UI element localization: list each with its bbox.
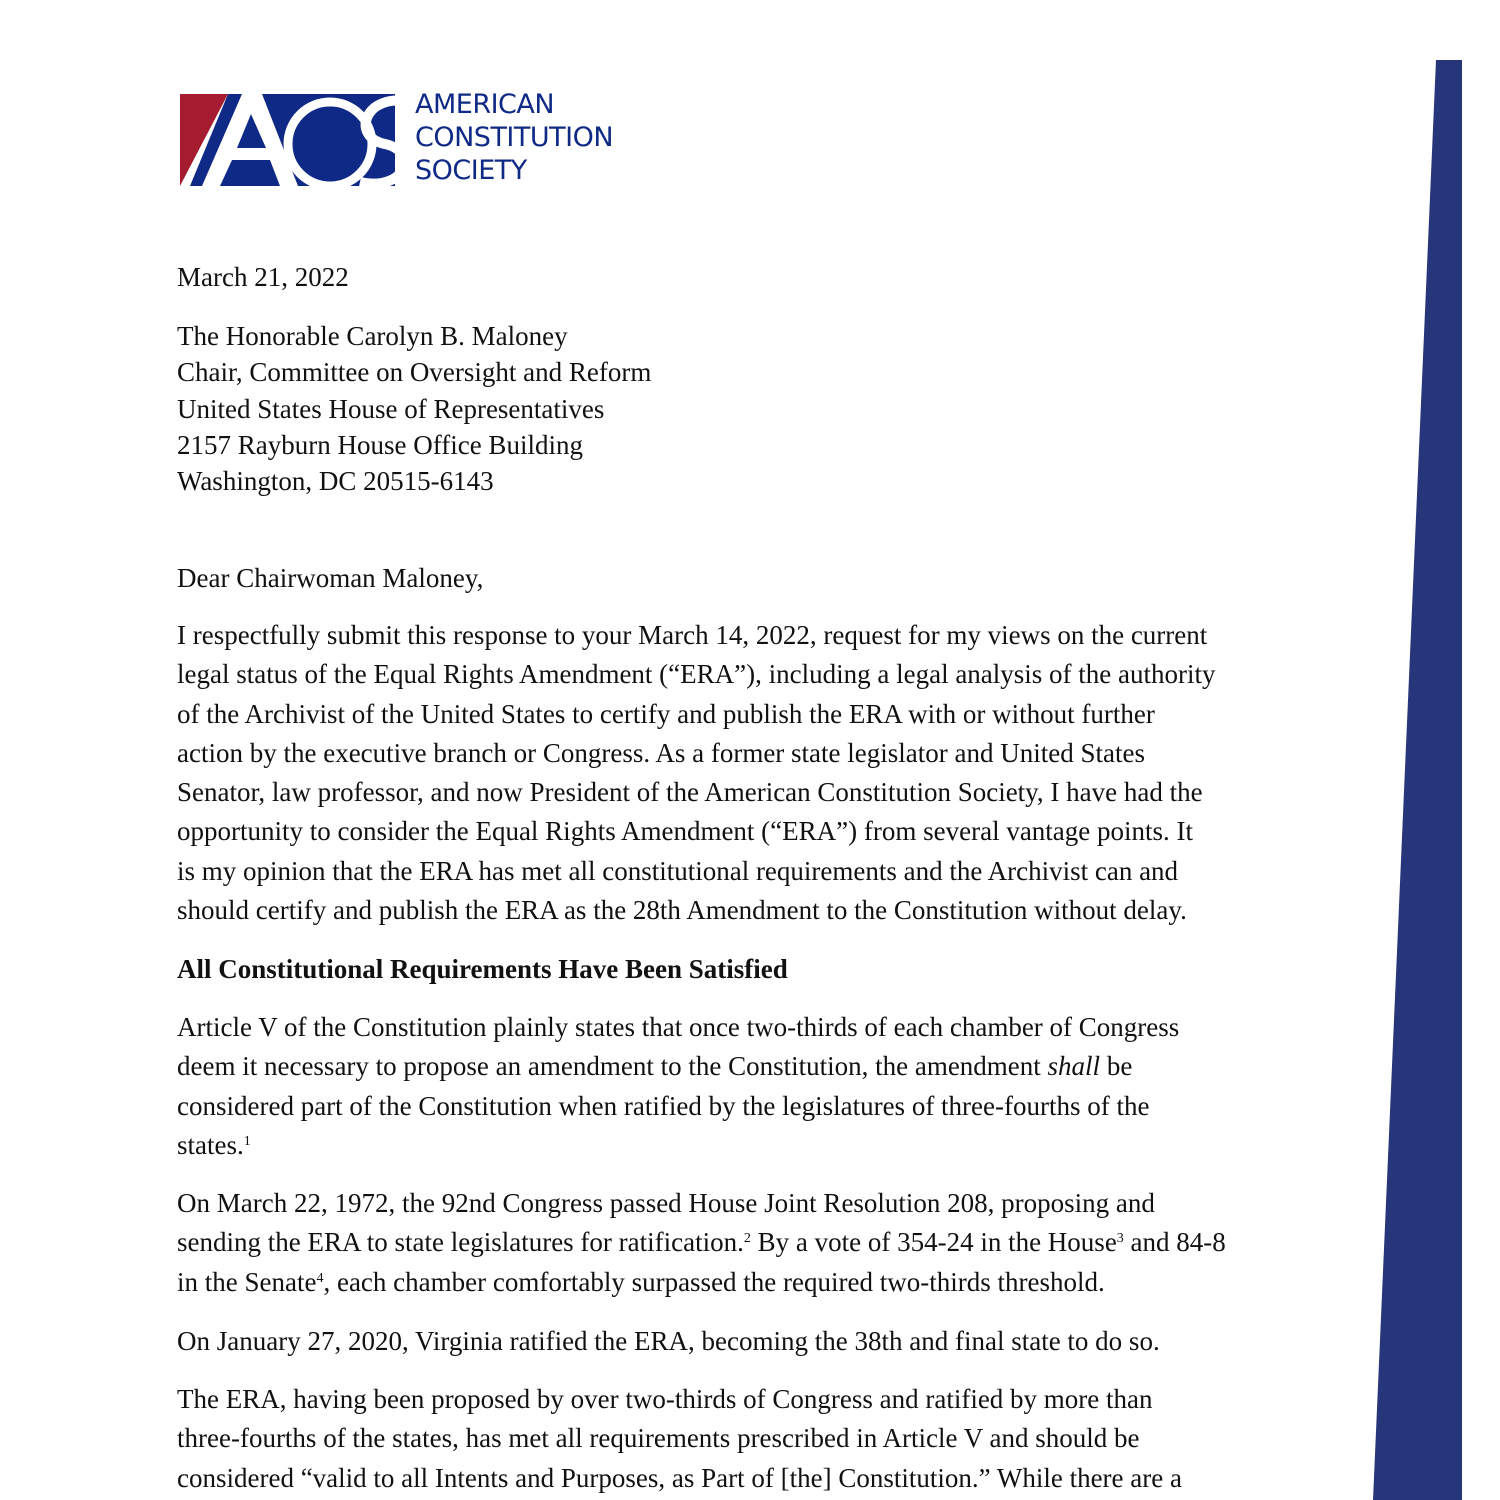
text-segment: , each chamber comfortably surpassed the required two-thirds threshold. bbox=[323, 1266, 1105, 1297]
text-line: is my opinion that the ERA has met all constitutional requirements and the Archivist can and bbox=[177, 855, 1179, 886]
paragraph-4 bbox=[177, 1322, 1160, 1361]
footnote-ref[interactable]: 3 bbox=[1116, 1231, 1124, 1247]
logo-wordmark bbox=[415, 88, 613, 187]
text-line: considered part of the Constitution when ratified by the legislatures of three-fourths of the bbox=[177, 1090, 1150, 1121]
text-line: legal status of the Equal Rights Amendment (“ERA”), including a legal analysis of the authority bbox=[177, 659, 1216, 690]
paragraph-2 bbox=[177, 1008, 1179, 1165]
text-line: three-fourths of the states, has met all requirements prescribed in Article V and should be bbox=[177, 1423, 1140, 1454]
text-line: On January 27, 2020, Virginia ratified the ERA, becoming the 38th and final state to do so. bbox=[177, 1326, 1160, 1356]
letter-date bbox=[177, 259, 349, 295]
text-line bbox=[177, 1263, 1226, 1302]
text-line bbox=[177, 1126, 1179, 1165]
salutation bbox=[177, 560, 483, 596]
text-segment: and 84-8 bbox=[1123, 1227, 1226, 1258]
text-line: should certify and publish the ERA as the 28th Amendment to the Constitution without delay. bbox=[177, 895, 1187, 926]
heading-text: All Constitutional Requirements Have Been Satisfied bbox=[177, 954, 788, 984]
address-line: Chair, Committee on Oversight and Reform bbox=[177, 357, 652, 388]
text-segment: deem it necessary to propose an amendment to the Constitution, the amendment bbox=[177, 1051, 1048, 1082]
address-line: The Honorable Carolyn B. Maloney bbox=[177, 321, 568, 351]
text-line: On March 22, 1972, the 92nd Congress passed House Joint Resolution 208, proposing and bbox=[177, 1188, 1155, 1218]
text-segment: sending the ERA to state legislatures for ratification. bbox=[177, 1227, 744, 1258]
text-line: The ERA, having been proposed by over two-thirds of Congress and ratified by more than bbox=[177, 1384, 1153, 1414]
text-line: considered “valid to all Intents and Purposes, as Part of [the] Constitution.” While there are a bbox=[177, 1462, 1182, 1493]
text-segment: be bbox=[1100, 1051, 1133, 1082]
text-line: opportunity to consider the Equal Rights Amendment (“ERA”) from several vantage points. It bbox=[177, 816, 1194, 847]
emphasis: shall bbox=[1047, 1051, 1101, 1082]
text-segment: states. bbox=[177, 1129, 244, 1160]
logo-line: AMERICAN bbox=[415, 89, 555, 120]
paragraph-3 bbox=[177, 1184, 1226, 1302]
text-segment: in the Senate bbox=[177, 1266, 317, 1297]
logo-line: CONSTITUTION bbox=[415, 122, 614, 153]
salutation-text: Dear Chairwoman Maloney, bbox=[177, 563, 484, 593]
text-line: I respectfully submit this response to your March 14, 2022, request for my views on the current bbox=[177, 620, 1208, 650]
footnote-ref[interactable]: 2 bbox=[743, 1231, 751, 1247]
text-line: Senator, law professor, and now President of the American Constitution Society, I have had the bbox=[177, 777, 1203, 808]
section-heading bbox=[177, 950, 788, 989]
text-segment: By a vote of 354-24 in the House bbox=[750, 1227, 1117, 1258]
address-line: 2157 Rayburn House Office Building bbox=[177, 429, 583, 460]
paragraph-1 bbox=[177, 616, 1216, 930]
footnote-ref[interactable]: 1 bbox=[243, 1133, 251, 1149]
address-line: Washington, DC 20515-6143 bbox=[177, 466, 494, 497]
footnote-ref[interactable]: 4 bbox=[316, 1270, 324, 1286]
text-line bbox=[177, 1047, 1179, 1086]
address-line: United States House of Representatives bbox=[177, 393, 605, 424]
text-line bbox=[177, 1223, 1226, 1262]
logo-line: SOCIETY bbox=[415, 155, 527, 186]
recipient-address bbox=[177, 318, 651, 499]
text-line: of the Archivist of the United States to certify and publish the ERA with or without further bbox=[177, 698, 1155, 729]
paragraph-5 bbox=[177, 1380, 1182, 1498]
text-line: Article V of the Constitution plainly states that once two-thirds of each chamber of Congress bbox=[177, 1012, 1180, 1042]
text-line: action by the executive branch or Congress. As a former state legislator and United States bbox=[177, 737, 1145, 768]
date-text: March 21, 2022 bbox=[177, 262, 349, 292]
